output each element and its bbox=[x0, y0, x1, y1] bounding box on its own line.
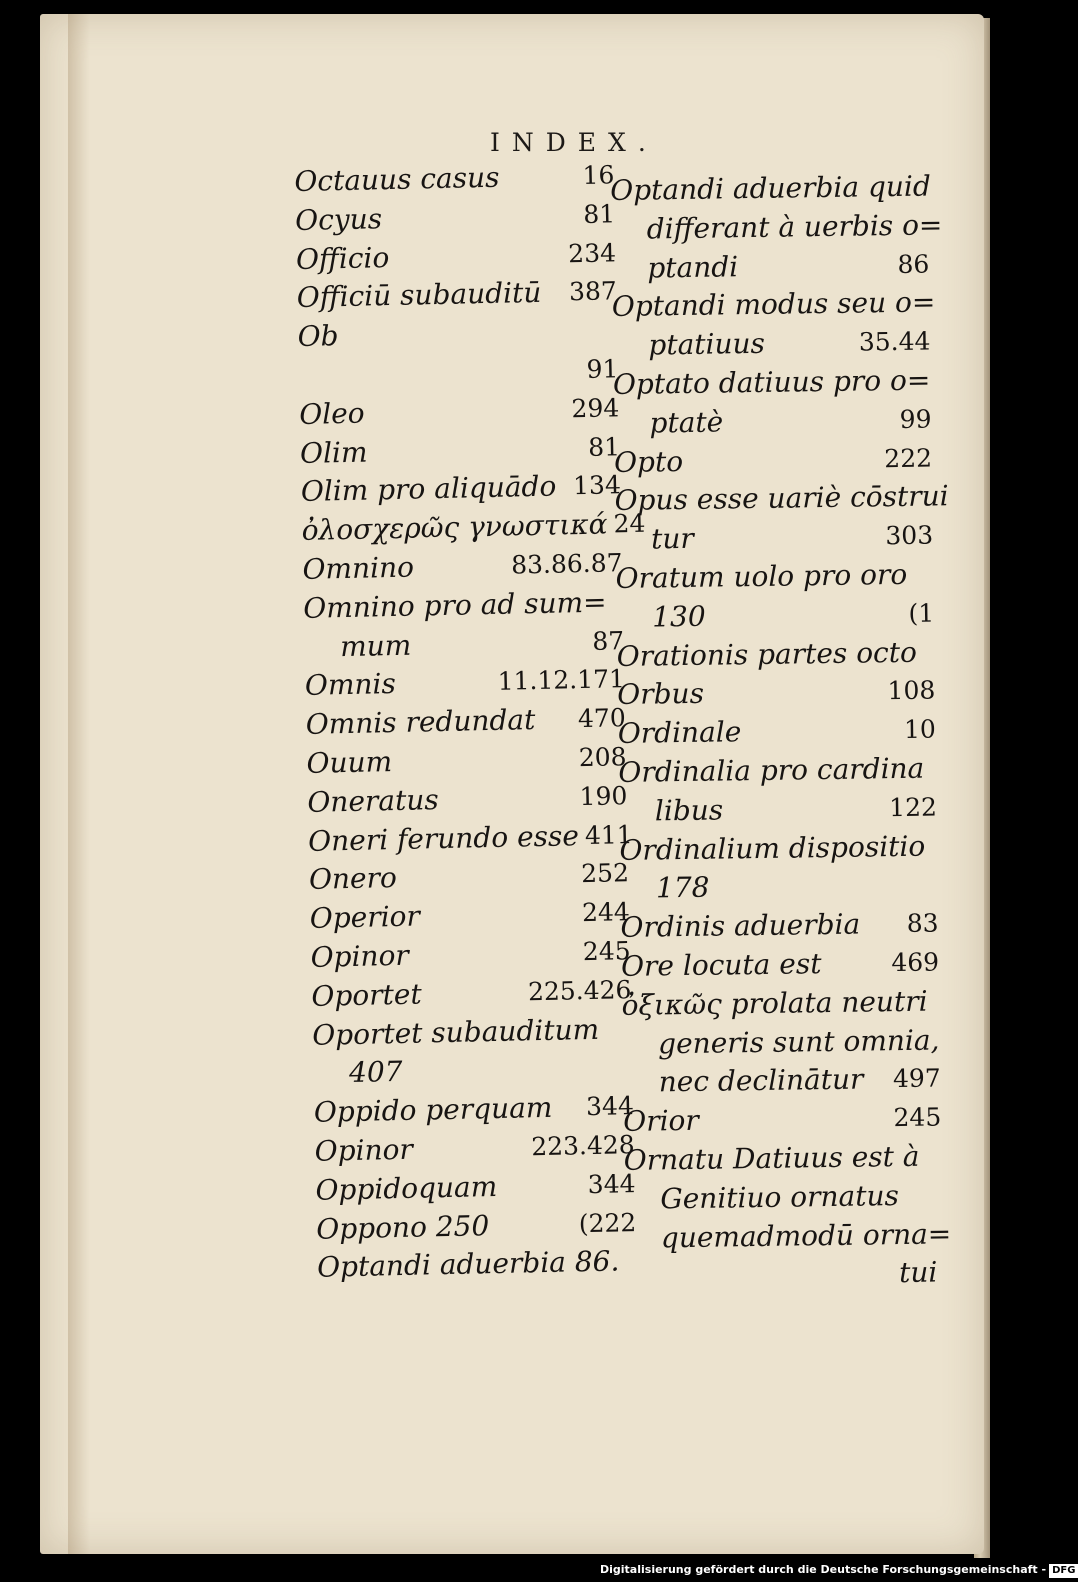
index-term: mum bbox=[339, 628, 412, 663]
index-term: Optandi aduerbia quid bbox=[610, 169, 932, 207]
page-reference: 35.44 bbox=[858, 326, 931, 357]
index-term: Orationis partes octo bbox=[616, 635, 918, 673]
index-entry bbox=[313, 1048, 634, 1093]
page-reference: 190 bbox=[579, 780, 628, 811]
page-reference: 387 bbox=[568, 276, 618, 307]
page-reference: 225.426 bbox=[527, 974, 632, 1007]
index-entry bbox=[299, 389, 620, 434]
index-entry bbox=[611, 206, 943, 249]
index-entry bbox=[615, 517, 934, 560]
index-entry bbox=[303, 583, 624, 628]
index-term: Ordinalium dispositio bbox=[619, 829, 926, 867]
page-reference: (222 bbox=[578, 1207, 637, 1238]
index-entry bbox=[621, 982, 940, 1025]
page-reference: 83 bbox=[906, 908, 939, 939]
index-entry bbox=[616, 594, 935, 637]
index-term: libus bbox=[654, 793, 724, 828]
page-reference: 83.86.87 bbox=[510, 548, 623, 580]
index-term: Oratum uolo pro oro bbox=[615, 557, 908, 595]
index-entry bbox=[611, 284, 936, 327]
index-term: Optandi modus seu o= bbox=[611, 285, 936, 324]
index-term: tui bbox=[898, 1255, 938, 1290]
index-entry bbox=[309, 893, 630, 938]
index-term: Ouum bbox=[306, 745, 393, 780]
page-reference: 81 bbox=[587, 431, 621, 462]
index-entry bbox=[302, 544, 623, 589]
index-entry bbox=[306, 738, 627, 783]
index-term: Operior bbox=[309, 899, 421, 935]
index-term: Ornatu Datiuus est à bbox=[623, 1139, 920, 1177]
index-entry bbox=[311, 971, 632, 1016]
page-reference: 108 bbox=[887, 675, 936, 706]
page-reference: 86 bbox=[897, 249, 930, 279]
page-reference: 10 bbox=[903, 714, 937, 745]
index-entry bbox=[316, 1204, 637, 1249]
index-entry bbox=[307, 777, 628, 822]
index-entry bbox=[307, 816, 633, 861]
index-term: Ob bbox=[297, 319, 339, 354]
index-term: Omnis bbox=[304, 667, 397, 703]
index-term: Opto bbox=[613, 444, 684, 479]
index-term: Octauus casus bbox=[294, 160, 500, 198]
index-term: Orior bbox=[623, 1103, 700, 1139]
index-entry bbox=[614, 439, 933, 482]
index-entry bbox=[315, 1165, 636, 1210]
index-term: generis sunt omnia, bbox=[657, 1023, 940, 1060]
page-reference: 344 bbox=[587, 1168, 636, 1199]
page-reference: 294 bbox=[571, 393, 620, 424]
index-entry bbox=[621, 943, 940, 986]
page-reference: 223.428 bbox=[530, 1130, 635, 1162]
page-reference: 91 bbox=[586, 354, 619, 384]
index-entry bbox=[622, 1021, 941, 1064]
index-term: Omnis redundat bbox=[305, 703, 536, 742]
index-entry bbox=[305, 661, 626, 706]
index-term: Officiū subauditū bbox=[296, 276, 542, 315]
index-term: Genitiuo ornatus bbox=[660, 1178, 900, 1216]
index-entry bbox=[309, 854, 630, 899]
index-entry bbox=[613, 400, 932, 443]
index-entry bbox=[295, 195, 616, 240]
index-term: Ore locuta est bbox=[620, 947, 822, 983]
page-reference: 87 bbox=[591, 625, 625, 656]
index-term: ptatè bbox=[649, 405, 724, 440]
index-entry bbox=[624, 1137, 943, 1180]
index-entry bbox=[296, 234, 617, 279]
index-term: Orbus bbox=[617, 677, 705, 712]
index-term: Omnino pro ad sum= bbox=[302, 585, 607, 625]
page-reference: 11.12.171 bbox=[497, 664, 626, 697]
page-reference: 208 bbox=[578, 742, 627, 773]
index-entry bbox=[613, 362, 932, 405]
page-reference: 244 bbox=[581, 897, 631, 928]
digitization-credit bbox=[600, 1560, 1076, 1580]
index-entry bbox=[620, 866, 939, 909]
index-term: Opinor bbox=[314, 1132, 414, 1168]
page-reference: 411 bbox=[584, 819, 633, 850]
index-entry bbox=[610, 168, 932, 211]
index-entry bbox=[314, 1126, 635, 1171]
page-gutter bbox=[68, 14, 90, 1554]
index-term: Opinor bbox=[310, 938, 410, 974]
index-term: Ordinalia pro cardina bbox=[618, 751, 925, 789]
index-term: Oppono 250 bbox=[315, 1208, 490, 1246]
index-entry bbox=[310, 932, 631, 977]
page-reference: 469 bbox=[891, 947, 940, 978]
dfg-logo: DFG bbox=[1049, 1564, 1078, 1578]
index-term: Oportet subauditum bbox=[311, 1012, 600, 1052]
index-entry bbox=[623, 1099, 942, 1142]
page-reference: 245 bbox=[893, 1102, 942, 1133]
index-entry bbox=[620, 905, 939, 948]
index-entry bbox=[301, 505, 646, 550]
page-reference: 99 bbox=[899, 404, 932, 434]
index-entry bbox=[304, 622, 625, 667]
index-entry bbox=[305, 699, 626, 744]
index-term: Olim pro aliquādo bbox=[300, 469, 557, 509]
index-term: Optandi aduerbia 86. bbox=[316, 1244, 620, 1285]
page-reference: 134 bbox=[572, 470, 622, 501]
index-entry bbox=[314, 1087, 635, 1132]
index-term: 407 bbox=[348, 1055, 403, 1090]
index-term: Optato datiuus pro o= bbox=[612, 363, 931, 401]
index-term: Officio bbox=[295, 240, 390, 276]
index-term: quemadmodū orna= bbox=[660, 1216, 952, 1254]
index-term: Ordinale bbox=[617, 715, 742, 751]
index-entry bbox=[301, 467, 622, 512]
page-reference: 122 bbox=[888, 792, 938, 822]
index-entry bbox=[300, 428, 621, 473]
index-term: ptandi bbox=[647, 249, 739, 285]
index-entry bbox=[297, 311, 618, 356]
page-reference: 222 bbox=[884, 443, 933, 473]
index-entry bbox=[619, 788, 938, 831]
index-entry bbox=[617, 633, 936, 676]
index-entry bbox=[298, 350, 619, 395]
index-term: differant à uerbis o= bbox=[646, 208, 943, 246]
index-term: Olim bbox=[299, 435, 368, 470]
index-entry bbox=[614, 478, 949, 521]
index-entry bbox=[618, 711, 937, 754]
page-reference: 470 bbox=[577, 703, 626, 734]
index-term: Oppido perquam bbox=[313, 1090, 553, 1129]
index-entry bbox=[294, 156, 615, 201]
index-entry bbox=[312, 1010, 633, 1055]
index-term: Onero bbox=[308, 861, 398, 897]
page-reference: 303 bbox=[885, 520, 934, 551]
index-entry bbox=[611, 245, 930, 288]
page-reference: 24 bbox=[613, 508, 646, 539]
running-head: INDEX. bbox=[490, 128, 658, 157]
index-term: Omnino bbox=[302, 550, 415, 586]
index-term: Oportet bbox=[311, 977, 422, 1013]
index-entry bbox=[618, 749, 937, 792]
index-entry bbox=[296, 273, 617, 318]
index-term bbox=[298, 357, 299, 396]
index-term: Oleo bbox=[298, 396, 365, 431]
index-term: Oppidoquam bbox=[315, 1169, 498, 1207]
index-entry bbox=[625, 1215, 952, 1258]
index-term: ὀλοσχερῶς γνωστικά bbox=[301, 507, 608, 548]
index-term: ὀξικῶς prolata neutri bbox=[621, 984, 928, 1022]
index-term: Ocyus bbox=[294, 201, 383, 237]
index-term: Oneratus bbox=[307, 782, 440, 819]
index-column-right bbox=[610, 168, 952, 1297]
index-entry bbox=[317, 1242, 638, 1287]
page-reference: (1 bbox=[908, 598, 935, 628]
index-entry bbox=[622, 1060, 941, 1103]
credit-text: Digitalisierung gefördert durch die Deutsche Forschungsgemeinschaft - bbox=[600, 1563, 1047, 1576]
index-entry bbox=[615, 555, 934, 598]
index-entry bbox=[624, 1176, 943, 1219]
page-reference: 344 bbox=[585, 1091, 635, 1122]
index-entry bbox=[617, 672, 936, 715]
index-term: ptatiuus bbox=[648, 327, 766, 362]
page-reference: 245 bbox=[582, 936, 631, 967]
index-term: 130 bbox=[651, 599, 706, 634]
page-reference: 252 bbox=[580, 858, 630, 889]
page-reference: 497 bbox=[892, 1063, 941, 1094]
index-column-left bbox=[294, 156, 646, 1288]
index-term: Opus esse uariè cōstrui bbox=[614, 479, 949, 518]
page-reference: 16 bbox=[582, 160, 615, 190]
index-entry bbox=[619, 827, 938, 870]
index-term: Ordinis aduerbia bbox=[620, 907, 861, 945]
index-entry bbox=[612, 323, 931, 366]
index-term: tur bbox=[650, 522, 695, 556]
index-term: 178 bbox=[655, 871, 710, 905]
page-reference: 234 bbox=[567, 237, 617, 268]
index-term: Oneri ferundo esse bbox=[307, 818, 580, 858]
page-reference: 81 bbox=[583, 199, 616, 229]
index-entry bbox=[625, 1254, 944, 1297]
index-term: nec declinātur bbox=[658, 1062, 864, 1099]
